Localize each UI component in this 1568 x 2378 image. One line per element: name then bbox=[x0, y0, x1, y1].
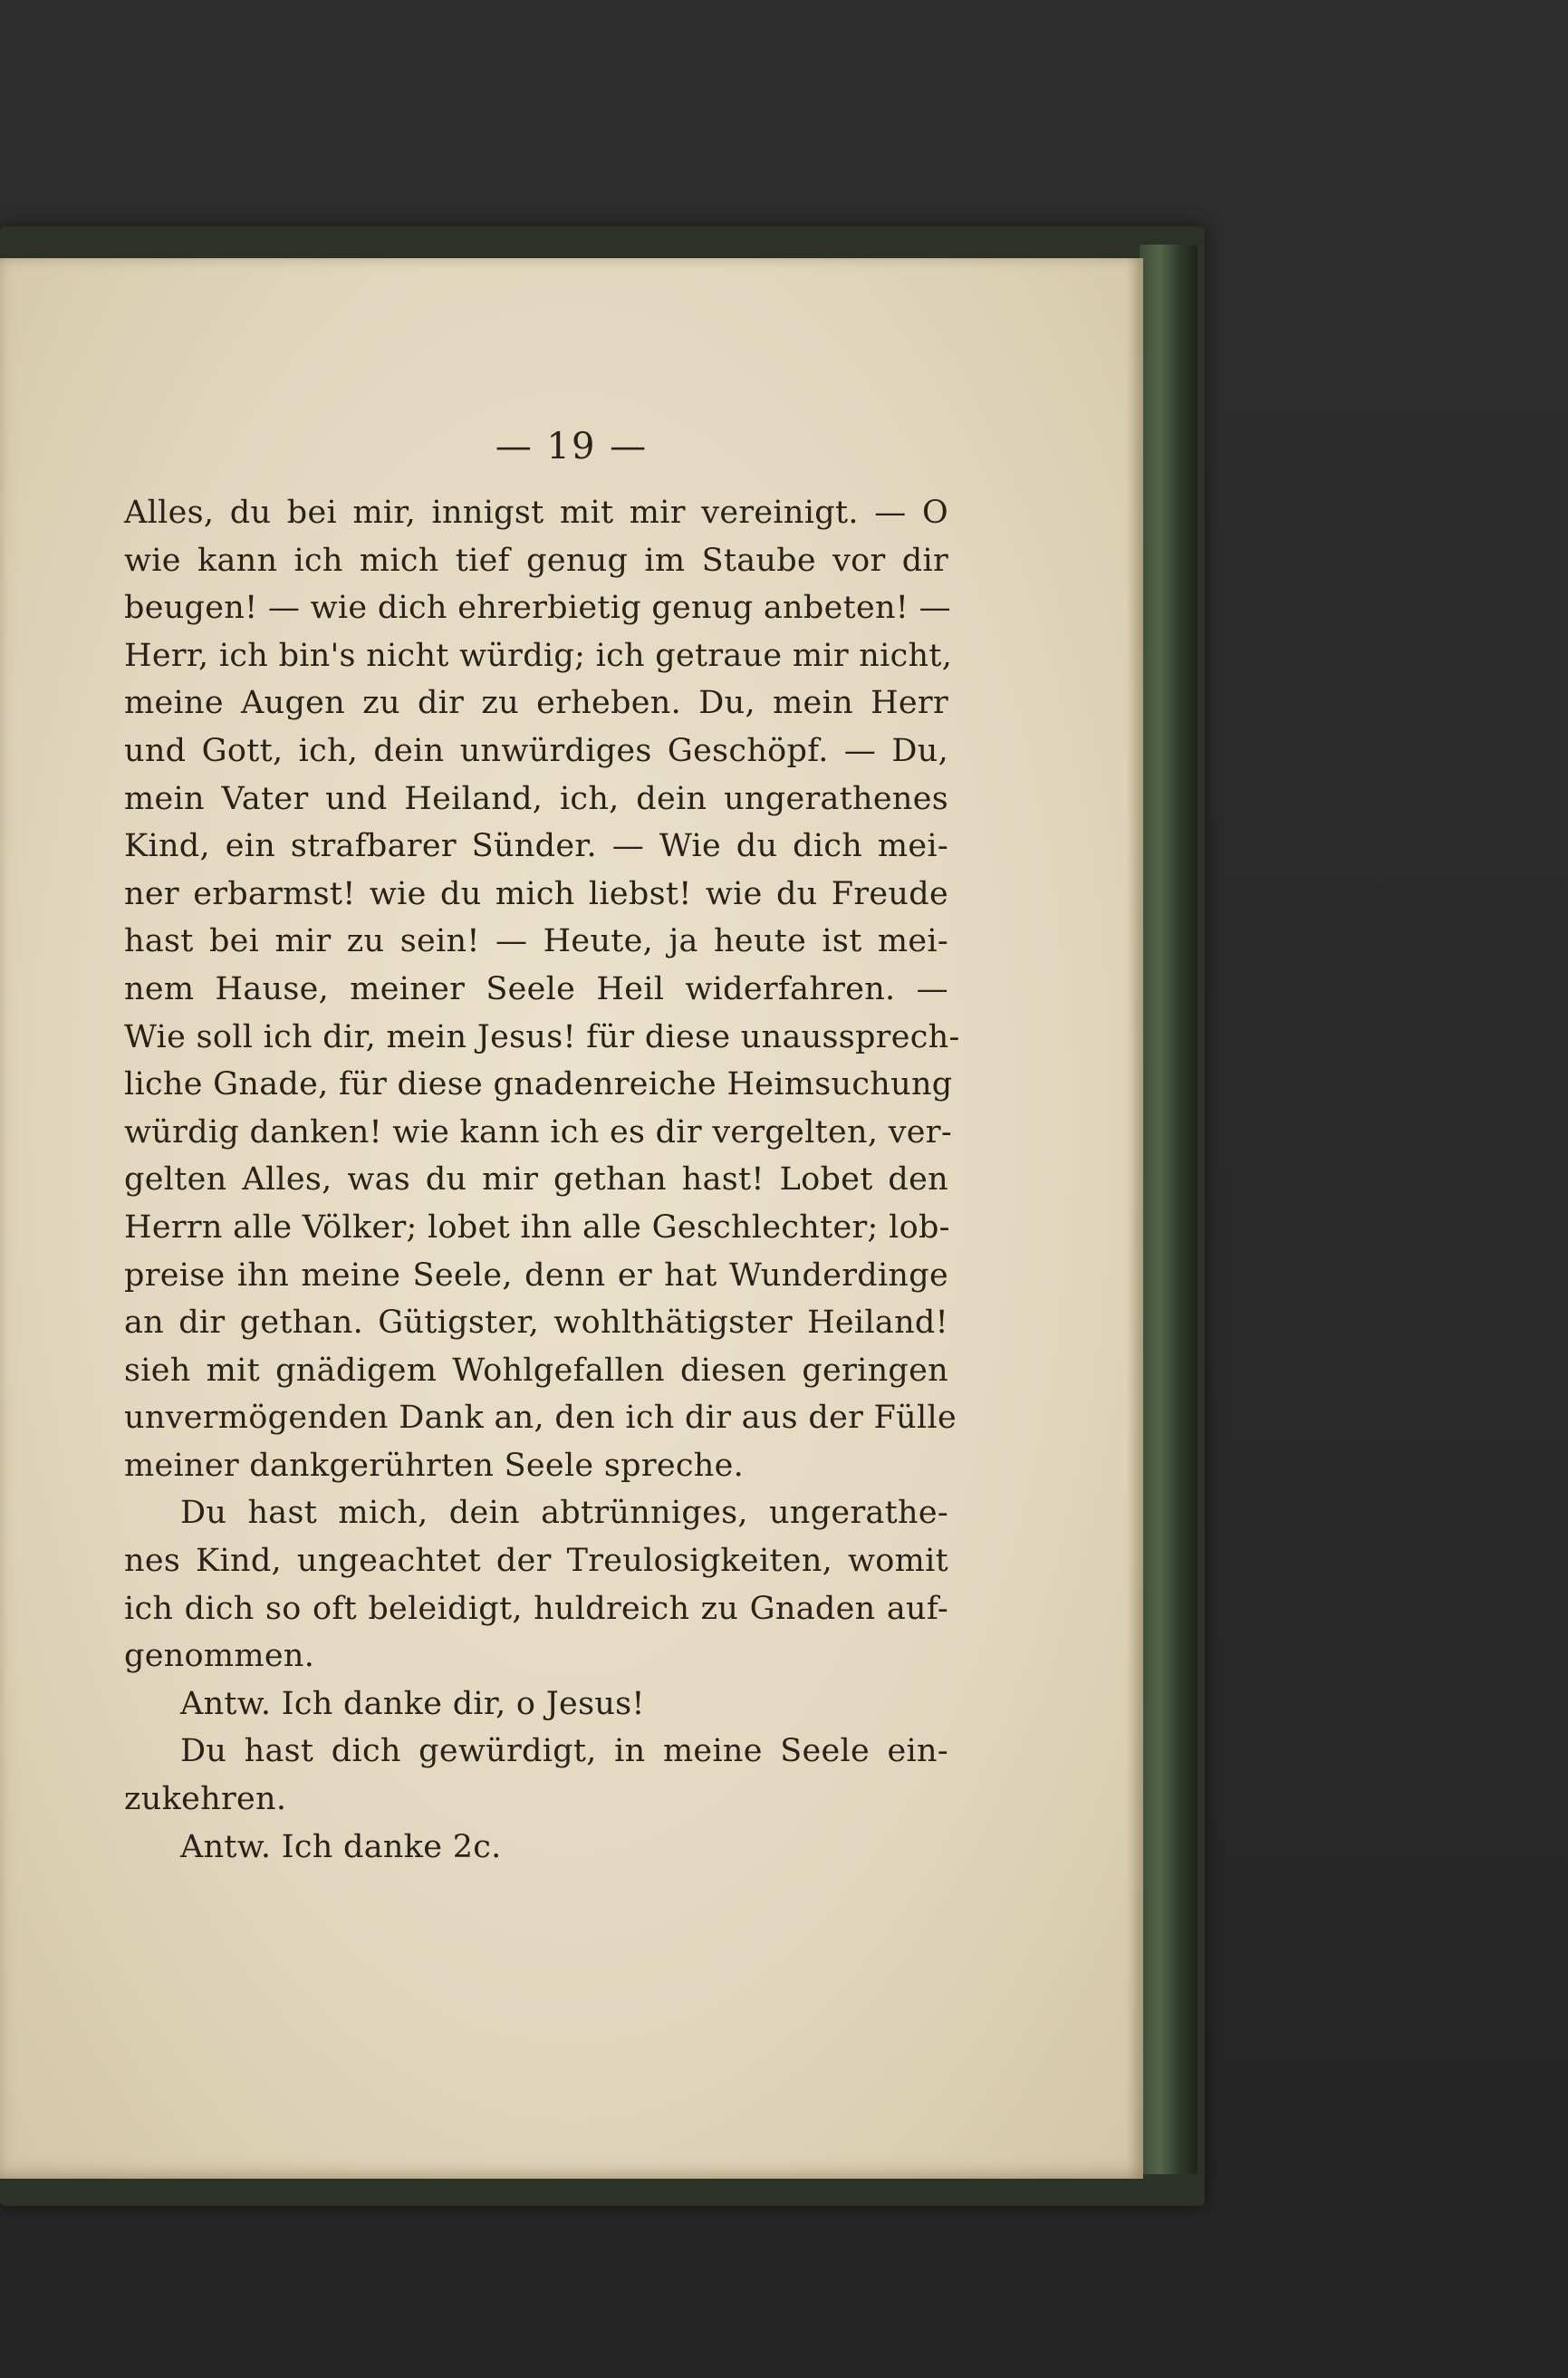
response-line: Antw. Ich danke 2c. bbox=[180, 1828, 502, 1865]
page-text bbox=[124, 489, 960, 1871]
text-line: unvermögenden Dank an, den ich dir aus der Fülle bbox=[124, 1400, 957, 1437]
text-line: genommen. bbox=[124, 1638, 315, 1675]
book-page bbox=[0, 258, 1143, 2179]
text-line: und Gott, ich, dein unwürdiges Geschöpf. — Du, bbox=[124, 732, 948, 769]
text-line: würdig danken! wie kann ich es dir vergelten, ver- bbox=[124, 1113, 952, 1150]
page-edge-shadow bbox=[1127, 258, 1143, 2179]
text-line: gelten Alles, was du mir gethan hast! Lobet den bbox=[124, 1161, 948, 1199]
text-line: an dir gethan. Gütigster, wohlthätigster Heiland! bbox=[124, 1305, 948, 1342]
text-line: hast bei mir zu sein! — Heute, ja heute ist mei- bbox=[124, 923, 948, 960]
text-line: Du hast dich gewürdigt, in meine Seele ein- bbox=[180, 1733, 948, 1770]
text-line: beugen! — wie dich ehrerbietig genug anbeten! — bbox=[124, 590, 951, 627]
text-line: Kind, ein strafbarer Sünder. — Wie du dich mei- bbox=[124, 828, 948, 865]
response-line: Antw. Ich danke dir, o Jesus! bbox=[180, 1685, 645, 1722]
text-line: nes Kind, ungeachtet der Treulosigkeiten, womit bbox=[124, 1543, 948, 1580]
page-number: — 19 — bbox=[495, 426, 649, 467]
text-line: mein Vater und Heiland, ich, dein ungerathenes bbox=[124, 780, 948, 817]
text-line: meiner dankgerührten Seele spreche. bbox=[124, 1447, 745, 1484]
text-line: ich dich so oft beleidigt, huldreich zu Gnaden auf- bbox=[124, 1590, 948, 1627]
text-line: sieh mit gnädigem Wohlgefallen diesen geringen bbox=[124, 1352, 948, 1389]
text-line: liche Gnade, für diese gnadenreiche Heimsuchung bbox=[124, 1066, 953, 1103]
text-line: ner erbarmst! wie du mich liebst! wie du Freude bbox=[124, 875, 948, 912]
text-line: Herr, ich bin's nicht würdig; ich getraue mir nicht, bbox=[124, 637, 953, 674]
text-line: preise ihn meine Seele, denn er hat Wunderdinge bbox=[124, 1256, 948, 1294]
text-line: Herrn alle Völker; lobet ihn alle Geschlechter; lob- bbox=[124, 1208, 950, 1246]
text-line: nem Hause, meiner Seele Heil widerfahren. — bbox=[124, 970, 948, 1007]
text-line: wie kann ich mich tief genug im Staube vor dir bbox=[124, 542, 948, 579]
text-line: meine Augen zu dir zu erheben. Du, mein Herr bbox=[124, 685, 948, 722]
text-line: Alles, du bei mir, innigst mit mir vereinigt. — O bbox=[124, 495, 948, 531]
book-spine-edge bbox=[1140, 245, 1198, 2174]
text-line: Wie soll ich dir, mein Jesus! für diese unaussprech- bbox=[124, 1018, 960, 1055]
text-line: zukehren. bbox=[124, 1781, 287, 1818]
text-line: Du hast mich, dein abtrünniges, ungerathe- bbox=[180, 1495, 948, 1532]
